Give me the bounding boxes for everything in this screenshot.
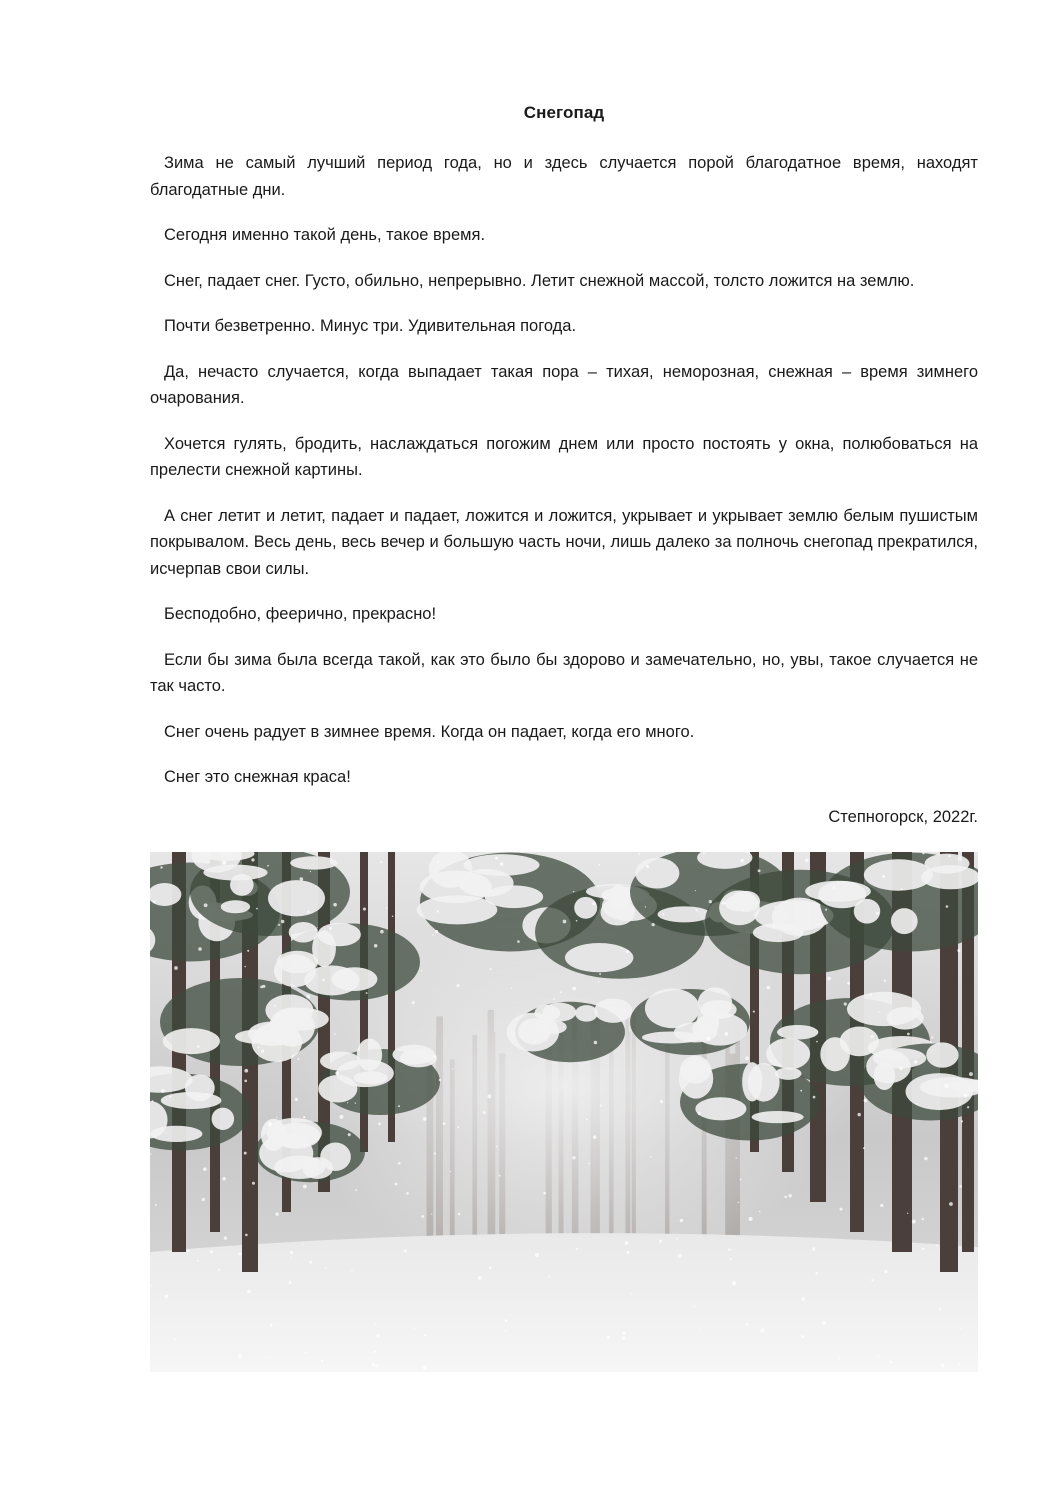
signature-place-date: Степногорск, 2022г.	[828, 808, 978, 826]
paragraph-4: Почти безветренно. Минус три. Удивительная погода.	[164, 317, 577, 335]
paragraph-11: Снег это снежная краса!	[164, 768, 351, 786]
paragraph-7: А снег летит и летит, падает и падает, ложится и ложится, укрывает и укрывает землю белым пушистым покрывалом. Весь день, весь вечер и большую часть ночи, лишь далеко за полночь снегопад прекратился, исчерпав свои силы.	[150, 506, 978, 578]
snowy-forest-photo	[150, 852, 978, 1372]
document-title: Снегопад	[523, 103, 605, 122]
snowy-forest-illustration	[150, 852, 978, 1372]
document-body	[150, 150, 978, 810]
paragraph-6: Хочется гулять, бродить, наслаждаться погожим днем или просто постоять у окна, полюбоваться на прелести снежной картины.	[150, 434, 978, 479]
paragraph-10: Снег очень радует в зимнее время. Когда он падает, когда его много.	[164, 722, 695, 741]
paragraph-8: Бесподобно, феерично, прекрасно!	[164, 605, 437, 623]
paragraph-1: Зима не самый лучший период года, но и здесь случается порой благодатное время, находят благодатные дни.	[150, 154, 978, 199]
paragraph-5: Да, нечасто случается, когда выпадает такая пора – тихая, неморозная, снежная – время зимнего очарования.	[150, 362, 978, 407]
paragraph-2: Сегодня именно такой день, такое время.	[164, 226, 486, 244]
paragraph-3: Снег, падает снег. Густо, обильно, непрерывно. Летит снежной массой, толсто ложится на землю.	[164, 271, 915, 290]
paragraph-9: Если бы зима была всегда такой, как это было бы здорово и замечательно, но, увы, такое случается не так часто.	[150, 650, 978, 695]
